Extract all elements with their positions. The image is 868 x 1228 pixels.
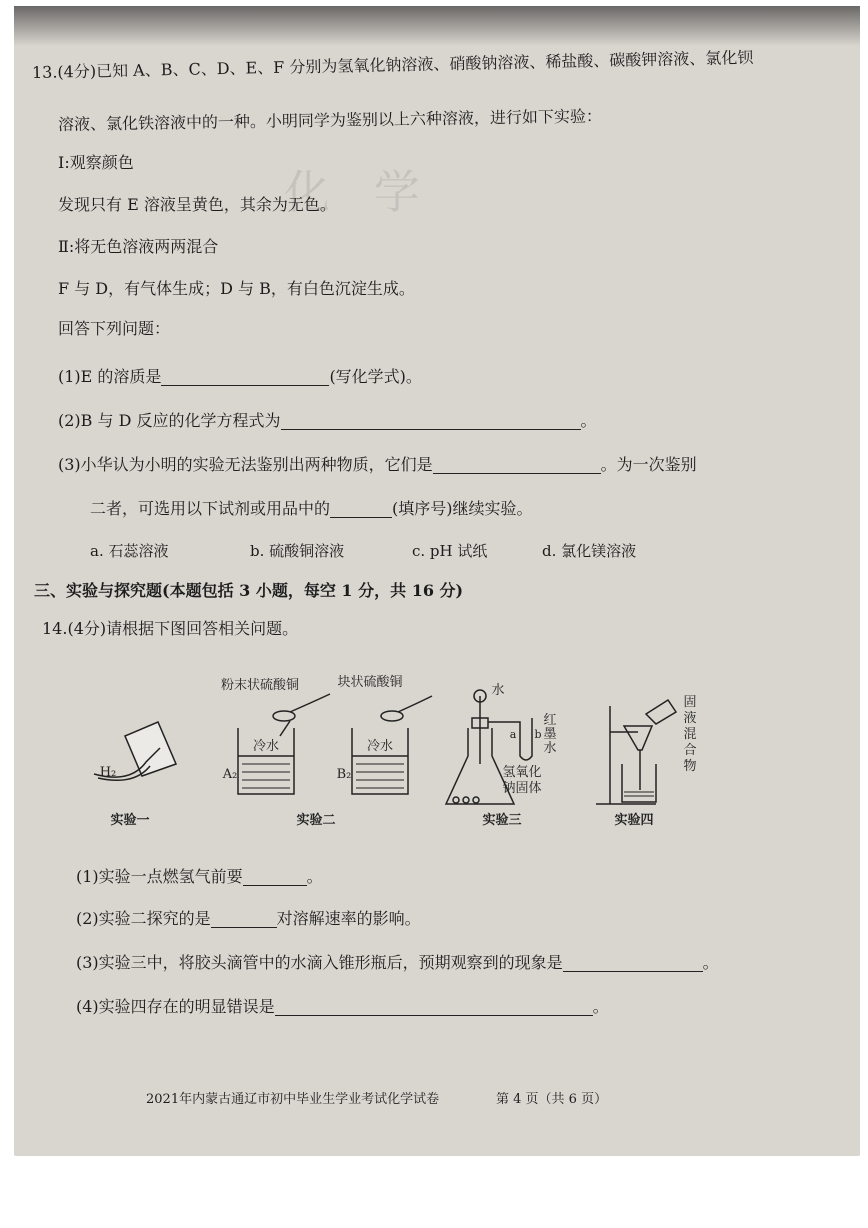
footer-page-number: 第 4 页（共 6 页） (496, 1092, 608, 1107)
option-d[interactable]: d. 氯化镁溶液 (542, 542, 637, 560)
svg-text:氢氧化: 氢氧化 (502, 765, 542, 780)
q14-part4: (4)实验四存在的明显错误是 。 (76, 997, 609, 1016)
q14-title: 14.(4分)请根据下图回答相关问题。 (42, 619, 299, 638)
q13-part3: (3)小华认为小明的实验无法鉴别出两种物质，它们是 。为一次鉴别 (58, 455, 697, 474)
q14-apparatus-figure (90, 666, 740, 836)
q13-observation1: 发现只有 E 溶液呈黄色，其余为无色。 (58, 195, 336, 214)
q13-step1: Ⅰ:观察颜色 (58, 153, 134, 172)
section-3-heading: 三、实验与探究题(本题包括 3 小题，每空 1 分，共 16 分) (34, 581, 464, 600)
q13-part1: (1)E 的溶质是 (写化学式)。 (58, 367, 422, 386)
svg-text:冷水: 冷水 (252, 739, 280, 754)
q13-prompt: 回答下列问题： (58, 319, 171, 338)
q13-stem-line1: 13.(4分)已知 A、B、C、D、E、F 分别为氢氧化钠溶液、硝酸钠溶液、稀盐酸、碳酸钾溶液、氯化钡 (31, 47, 754, 82)
experiment-2-diagram (221, 674, 432, 828)
q13-stem-line2: 溶液、氯化铁溶液中的一种。小明同学为鉴别以上六种溶液，进行如下实验： (57, 106, 603, 134)
bleed-through-watermark: 化 学 (284, 165, 420, 219)
svg-text:合: 合 (683, 743, 697, 758)
svg-text:固: 固 (683, 695, 697, 710)
svg-text:a: a (509, 728, 517, 741)
experiment-4-label: 实验四 (614, 813, 654, 828)
q13-part2: (2)B 与 D 反应的化学方程式为 。 (58, 411, 597, 430)
answer-blank-bd-equation[interactable] (281, 411, 581, 430)
option-c[interactable]: c. pH 试纸 (412, 542, 488, 560)
exam-page (14, 6, 860, 1156)
svg-text:水: 水 (543, 741, 557, 756)
option-b[interactable]: b. 硫酸铜溶液 (250, 542, 345, 560)
powder-label: 粉末状硫酸铜 (220, 678, 300, 693)
q14-part2: (2)实验二探究的是 对溶解速率的影响。 (76, 909, 421, 928)
answer-blank-phenomenon[interactable] (563, 953, 703, 972)
experiment-4-diagram (596, 695, 697, 828)
q13-part3-cont: 二者，可选用以下试剂或用品中的 (填序号)继续实验。 (90, 499, 533, 518)
experiment-3-label: 实验三 (482, 813, 522, 828)
q14-part1: (1)实验一点燃氢气前要 。 (76, 867, 323, 886)
svg-text:液: 液 (683, 711, 697, 726)
svg-text:B₂: B₂ (336, 767, 352, 782)
experiment-3-diagram (446, 682, 557, 828)
answer-blank-reagent[interactable] (330, 499, 392, 518)
svg-text:水: 水 (491, 683, 505, 698)
option-a[interactable]: a. 石蕊溶液 (90, 542, 169, 560)
svg-text:冷水: 冷水 (366, 739, 394, 754)
footer-exam-title: 2021年内蒙古通辽市初中毕业生学业考试化学试卷 (146, 1092, 440, 1107)
svg-text:钠固体: 钠固体 (502, 781, 542, 796)
q13-observation2: F 与 D，有气体生成；D 与 B，有白色沉淀生成。 (58, 279, 415, 298)
h2-label: H₂ (99, 765, 117, 780)
svg-text:物: 物 (683, 759, 697, 774)
q14-part3: (3)实验三中，将胶头滴管中的水滴入锥形瓶后，预期观察到的现象是 。 (76, 953, 719, 972)
svg-text:b: b (534, 728, 542, 741)
experiment-1-diagram (94, 722, 176, 828)
answer-blank-error[interactable] (275, 997, 593, 1016)
svg-text:红: 红 (543, 713, 557, 728)
answer-blank-factor[interactable] (211, 909, 277, 928)
block-label: 块状硫酸铜 (337, 675, 403, 690)
q13-step2: Ⅱ:将无色溶液两两混合 (58, 237, 219, 256)
svg-text:墨: 墨 (543, 727, 557, 742)
answer-blank-e-solute[interactable] (161, 367, 329, 386)
svg-text:混: 混 (683, 727, 697, 742)
experiment-2-label: 实验二 (296, 813, 336, 828)
experiment-1-label: 实验一 (110, 813, 150, 828)
svg-text:A₂: A₂ (222, 767, 238, 782)
answer-blank-two-substances[interactable] (433, 455, 601, 474)
answer-blank-before-ignite[interactable] (243, 867, 307, 886)
